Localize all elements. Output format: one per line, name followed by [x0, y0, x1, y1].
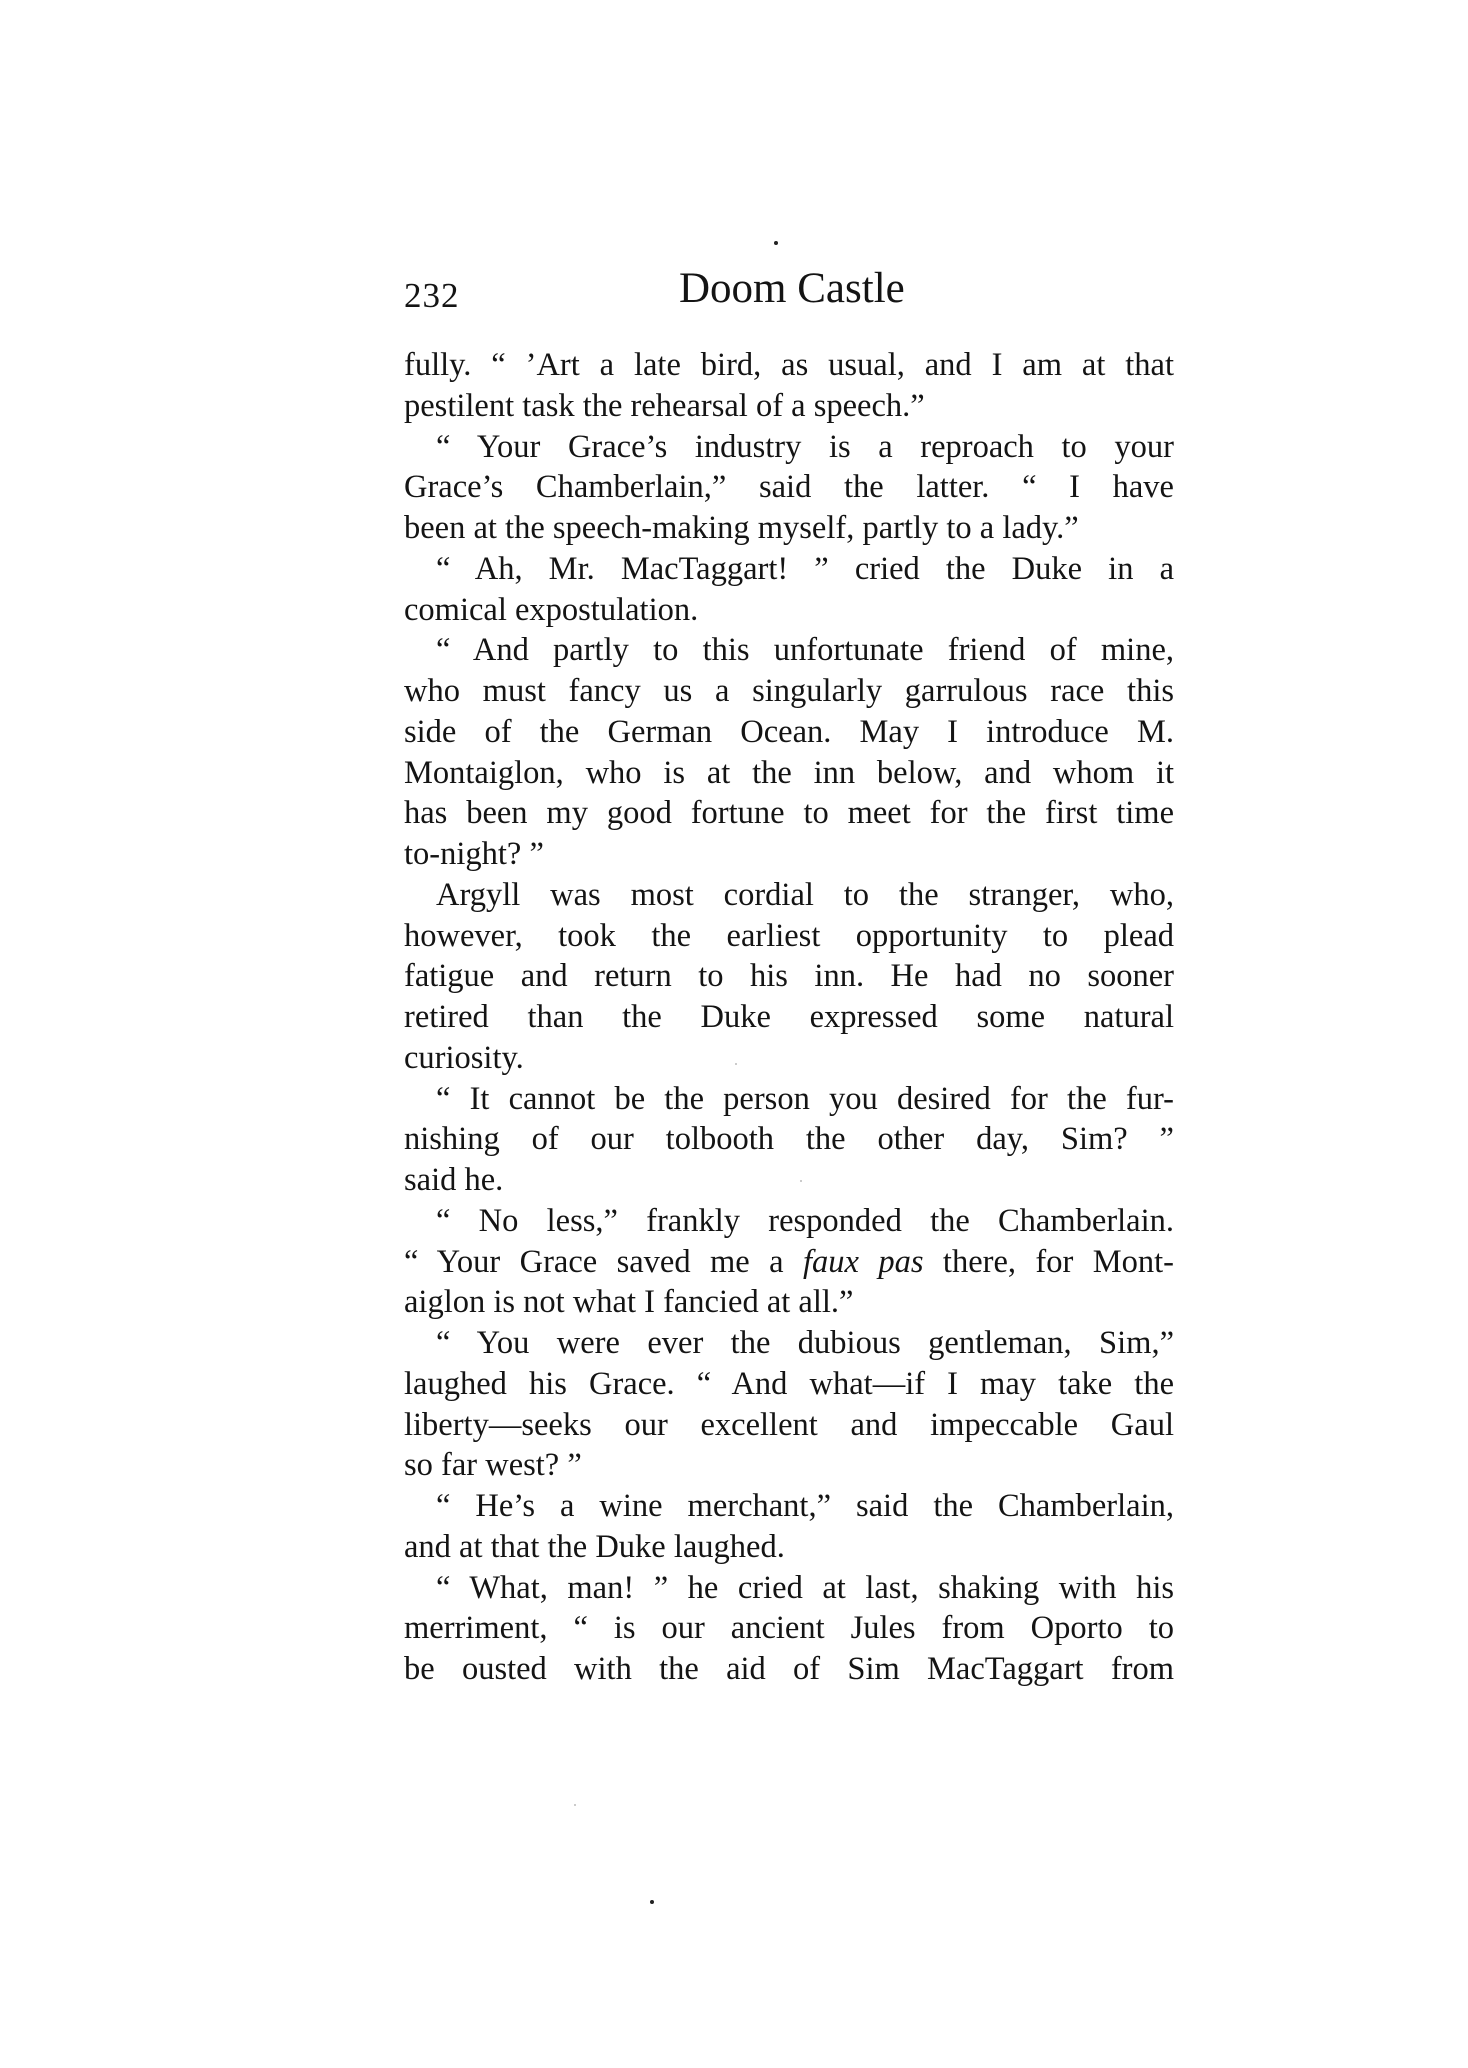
text-line: “ No less,” frankly responded the Chamberlain.: [436, 1202, 1174, 1239]
text-line: who must fancy us a singularly garrulous race this: [404, 673, 1174, 709]
text-line: be ousted with the aid of Sim MacTaggart from: [404, 1651, 1174, 1687]
running-header: [404, 262, 1174, 322]
text-line: Grace’s Chamberlain,” said the latter. “ I have: [404, 469, 1174, 506]
text-line: retired than the Duke expressed some natural: [404, 999, 1174, 1035]
text-line: side of the German Ocean. May I introduce M.: [404, 713, 1174, 750]
text-segment: there, for Mont-: [923, 1243, 1174, 1280]
text-line: been at the speech-making myself, partly to a lady.”: [404, 510, 1079, 546]
text-line: and at that the Duke laughed.: [404, 1528, 785, 1565]
body-text: [404, 345, 1174, 1690]
text-line: laughed his Grace. “ And what—if I may take the: [404, 1365, 1174, 1402]
text-line: [404, 1242, 1174, 1283]
text-line: “ And partly to this unfortunate friend of mine,: [436, 632, 1174, 669]
text-line: merriment, “ is our ancient Jules from Oporto to: [404, 1610, 1174, 1647]
text-line: “ You were ever the dubious gentleman, Sim,”: [436, 1325, 1174, 1361]
ink-speck: [574, 1804, 576, 1806]
text-line: liberty—seeks our excellent and impeccable Gaul: [404, 1406, 1174, 1443]
ink-speck: [650, 1900, 654, 1904]
text-line: so far west? ”: [404, 1447, 582, 1484]
text-line: “ Ah, Mr. MacTaggart! ” cried the Duke in a: [436, 550, 1174, 587]
text-line: Montaiglon, who is at the inn below, and whom it: [404, 754, 1174, 791]
page-number: 232: [404, 276, 460, 315]
text-line: nishing of our tolbooth the other day, Sim? ”: [404, 1121, 1174, 1158]
text-line: fully. “ ’Art a late bird, as usual, and I am at that: [404, 347, 1174, 383]
text-line: has been my good fortune to meet for the first time: [404, 795, 1174, 832]
ink-speck: [774, 241, 778, 245]
text-line: to-night? ”: [404, 836, 544, 872]
italic-phrase: faux pas: [802, 1243, 924, 1280]
text-segment: “ Your Grace saved me a: [404, 1243, 803, 1280]
text-line: however, took the earliest opportunity to plead: [404, 917, 1174, 954]
text-line: “ What, man! ” he cried at last, shaking with his: [436, 1569, 1174, 1606]
text-line: aiglon is not what I fancied at all.”: [404, 1284, 854, 1321]
text-line: “ He’s a wine merchant,” said the Chamberlain,: [436, 1488, 1174, 1524]
running-title: Doom Castle: [679, 265, 905, 312]
text-line: “ Your Grace’s industry is a reproach to your: [436, 428, 1174, 465]
text-line: curiosity.: [404, 1039, 524, 1076]
text-line: pestilent task the rehearsal of a speech.”: [404, 387, 925, 424]
text-line: Argyll was most cordial to the stranger, who,: [436, 876, 1174, 913]
text-line: said he.: [404, 1162, 504, 1198]
text-line: comical expostulation.: [404, 591, 699, 628]
text-line: “ It cannot be the person you desired for the fur-: [436, 1080, 1174, 1117]
text-line: fatigue and return to his inn. He had no sooner: [404, 958, 1174, 995]
